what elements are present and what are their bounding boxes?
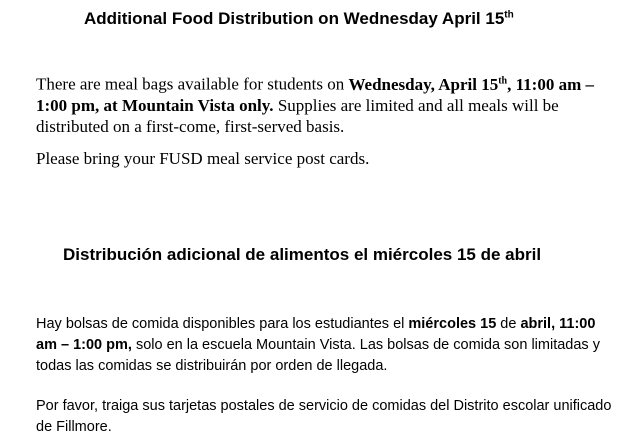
spanish-date: miércoles 15 <box>408 316 497 332</box>
english-date-superscript: th <box>498 75 508 86</box>
english-date-text: Wednesday, April 15 <box>348 74 499 94</box>
spanish-paragraph <box>36 314 614 377</box>
english-time-location: , 11:00 am – 1:00 pm, at Mountain Vista only. <box>36 74 595 115</box>
english-paragraph-details: Supplies are limited and all meals will be distributed on a first-come, first-served basis. <box>36 95 559 136</box>
english-note: Please bring your FUSD meal service post cards. <box>36 149 370 168</box>
spanish-note: Por favor, traiga sus tarjetas postales de servicio de comidas del Distrito escolar unificado de Fillmore. <box>36 398 612 435</box>
english-paragraph <box>36 70 611 137</box>
spanish-date-connector: de <box>496 316 521 332</box>
spanish-month-time: abril, 11:00 am – 1:00 pm, <box>36 316 596 353</box>
english-paragraph-intro: There are meal bags available for students on <box>36 74 349 94</box>
spanish-paragraph-intro: Hay bolsas de comida disponibles para los estudiantes el <box>36 316 409 332</box>
english-heading-text: Additional Food Distribution on Wednesday April 15 <box>84 9 505 28</box>
english-heading-superscript: th <box>504 9 514 21</box>
spanish-heading: Distribución adicional de alimentos el miércoles 15 de abril <box>63 245 542 264</box>
english-heading <box>84 9 514 29</box>
spanish-paragraph-details: solo en la escuela Mountain Vista. Las bolsas de comida son limitadas y todas las comidas se distribuirán por orden de llegada. <box>36 337 600 374</box>
